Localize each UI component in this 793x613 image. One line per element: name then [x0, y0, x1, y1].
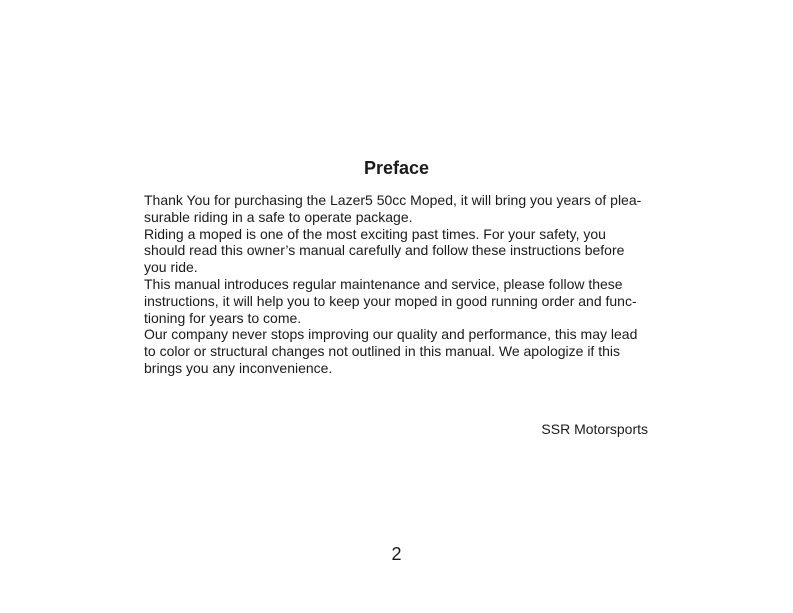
- preface-body: [144, 192, 649, 377]
- preface-line: Thank You for purchasing the Lazer5 50cc Moped, it will bring you years of plea-: [144, 192, 642, 208]
- preface-line: to color or structural changes not outlined in this manual. We apologize if this: [144, 343, 620, 360]
- preface-line: This manual introduces regular maintenance and service, please follow these: [144, 275, 623, 292]
- preface-line: instructions, it will help you to keep your moped in good running order and func-: [144, 292, 637, 309]
- preface-line: brings you any inconvenience.: [144, 359, 333, 376]
- company-signature: SSR Motorsports: [541, 421, 648, 437]
- preface-line: Our company never stops improving our quality and performance, this may lead: [144, 326, 638, 343]
- preface-line: tioning for years to come.: [144, 309, 302, 326]
- preface-line: you ride.: [144, 259, 198, 276]
- preface-line: Riding a moped is one of the most exciting past times. For your safety, you: [144, 225, 606, 242]
- page-number: 2: [391, 544, 402, 564]
- preface-line: should read this owner’s manual carefully and follow these instructions before: [144, 242, 625, 259]
- preface-line: surable riding in a safe to operate package.: [144, 208, 413, 225]
- page-title: Preface: [363, 158, 430, 178]
